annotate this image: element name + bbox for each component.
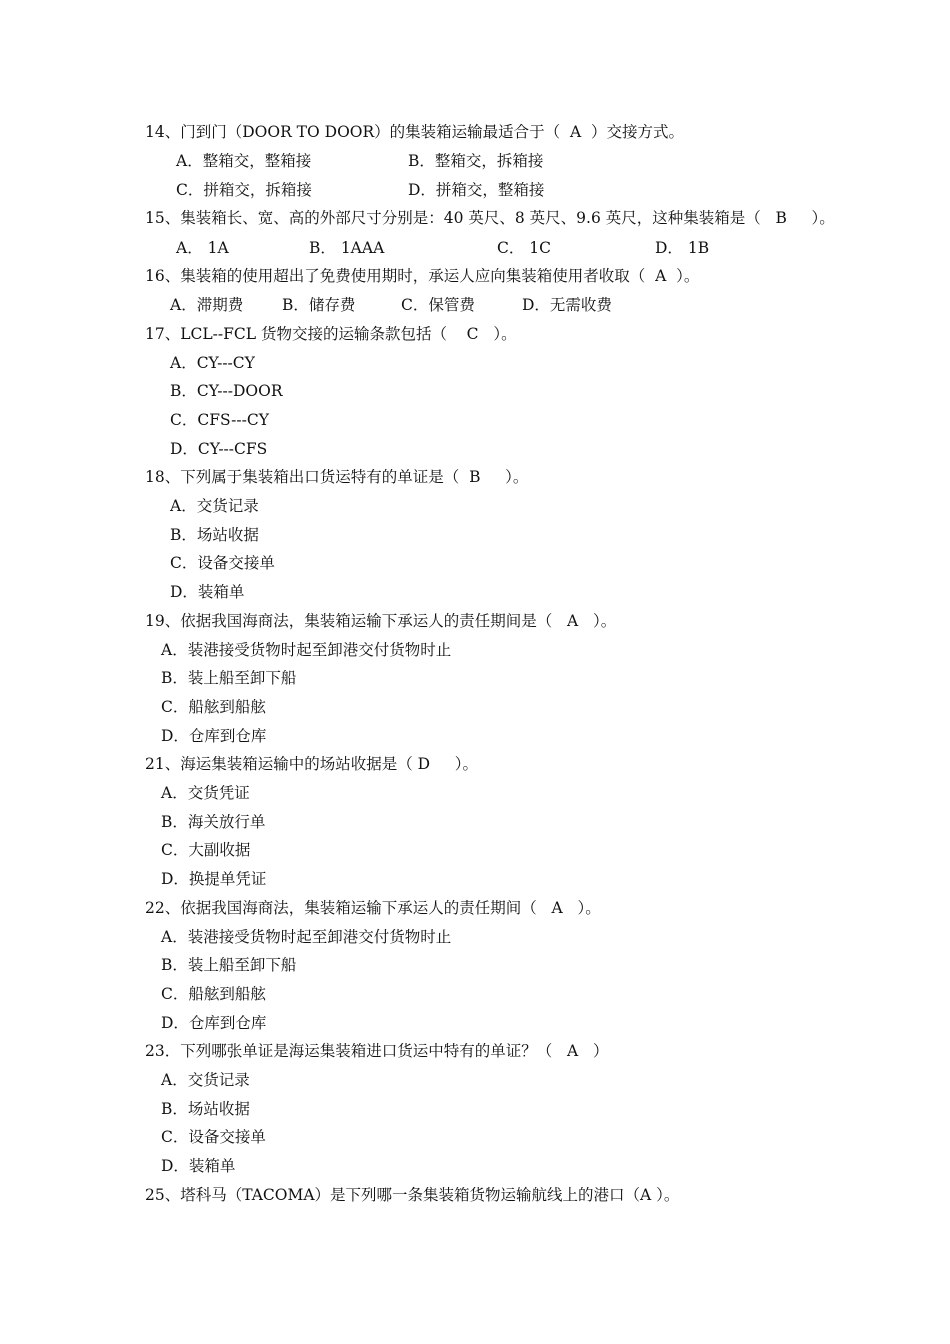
question-18-option-c: C．设备交接单: [170, 554, 275, 572]
question-21-option-b: B．海关放行单: [161, 813, 266, 831]
question-16-option-c: C．保管费: [401, 296, 475, 314]
question-23-option-d: D．装箱单: [161, 1157, 236, 1175]
question-19-option-a: A．装港接受货物时起至卸港交付货物时止: [161, 641, 452, 659]
question-14-stem: 14、门到门（DOOR TO DOOR）的集装箱运输最适合于（ A ）交接方式。: [145, 123, 685, 141]
question-19-option-d: D．仓库到仓库: [161, 727, 267, 745]
question-16-option-a: A．滞期费: [170, 296, 244, 314]
question-19-option-c: C．船舷到船舷: [161, 698, 266, 716]
question-17-option-c: C．CFS---CY: [170, 411, 269, 429]
question-21-option-c: C．大副收据: [161, 841, 251, 859]
question-25-stem: 25、塔科马（TACOMA）是下列哪一条集装箱货物运输航线上的港口（A ）。: [145, 1186, 680, 1204]
question-14-option-d: D．拼箱交，整箱接: [408, 181, 545, 199]
question-15-stem: 15、集装箱长、宽、高的外部尺寸分别是：40 英尺、8 英尺、9.6 英尺，这种集装箱是（ B ）。: [145, 209, 835, 227]
question-15-option-c: C． 1C: [497, 239, 552, 257]
question-16-option-d: D．无需收费: [522, 296, 612, 314]
question-23-stem: 23．下列哪张单证是海运集装箱进口货运中特有的单证？（ A ）: [145, 1042, 609, 1060]
question-15-option-d: D． 1B: [655, 239, 710, 257]
question-23-option-b: B．场站收据: [161, 1100, 250, 1118]
question-18-option-d: D．装箱单: [170, 583, 245, 601]
question-19-option-b: B．装上船至卸下船: [161, 669, 297, 687]
question-23-option-c: C．设备交接单: [161, 1128, 266, 1146]
question-16-stem: 16、集装箱的使用超出了免费使用期时，承运人应向集装箱使用者收取（ A ）。: [145, 267, 700, 285]
question-22-option-d: D．仓库到仓库: [161, 1014, 267, 1032]
question-22-option-c: C．船舷到船舷: [161, 985, 266, 1003]
question-15-option-b: B． 1AAA: [309, 239, 385, 257]
question-21-option-d: D．换提单凭证: [161, 870, 267, 888]
question-18-stem: 18、下列属于集装箱出口货运特有的单证是（ B ）。: [145, 468, 529, 486]
question-17-option-a: A．CY---CY: [170, 354, 255, 372]
question-21-stem: 21、海运集装箱运输中的场站收据是（ D ）。: [145, 755, 478, 773]
question-17-option-b: B．CY---DOOR: [170, 382, 283, 400]
question-22-stem: 22、依据我国海商法，集装箱运输下承运人的责任期间（ A ）。: [145, 899, 601, 917]
question-15-option-a: A． 1A: [176, 239, 229, 257]
question-14-option-a: A．整箱交，整箱接: [176, 152, 312, 170]
question-22-option-a: A．装港接受货物时起至卸港交付货物时止: [161, 928, 452, 946]
question-16-option-b: B．储存费: [282, 296, 356, 314]
question-17-option-d: D．CY---CFS: [170, 440, 268, 458]
question-18-option-b: B．场站收据: [170, 526, 259, 544]
question-19-stem: 19、依据我国海商法，集装箱运输下承运人的责任期间是（ A ）。: [145, 612, 617, 630]
question-21-option-a: A．交货凭证: [161, 784, 250, 802]
question-18-option-a: A．交货记录: [170, 497, 259, 515]
question-17-stem: 17、LCL--FCL 货物交接的运输条款包括（ C ）。: [145, 325, 517, 343]
question-23-option-a: A．交货记录: [161, 1071, 250, 1089]
question-14-option-b: B．整箱交，拆箱接: [408, 152, 544, 170]
question-14-option-c: C．拼箱交，拆箱接: [176, 181, 312, 199]
question-22-option-b: B．装上船至卸下船: [161, 956, 297, 974]
